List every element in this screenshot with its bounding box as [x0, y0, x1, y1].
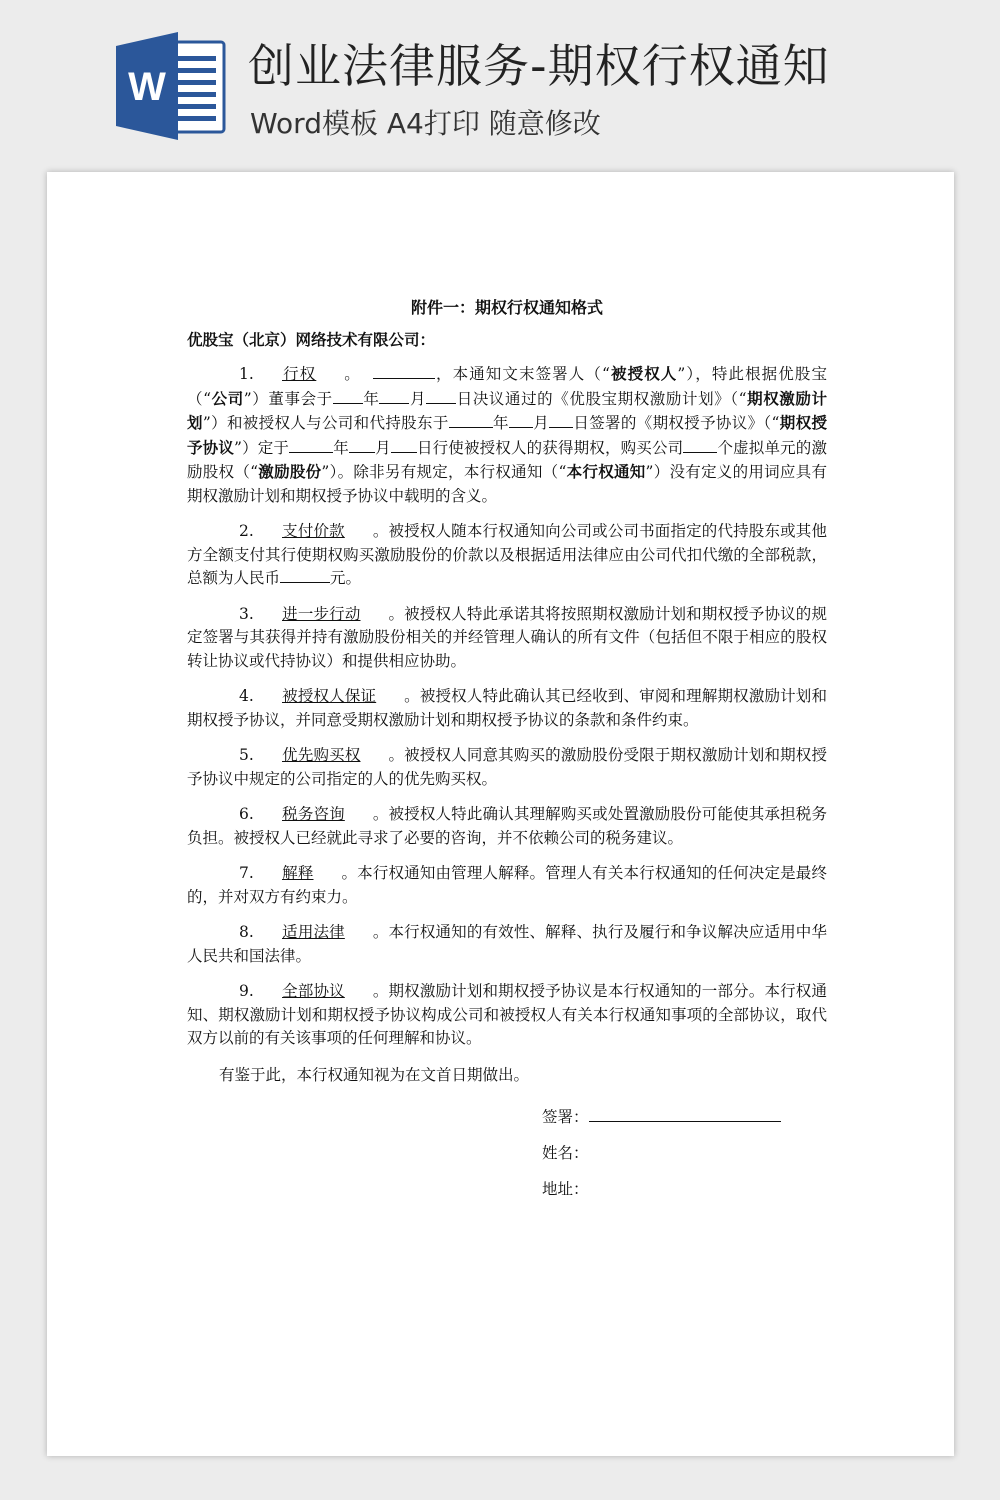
clause-heading: 税务咨询: [282, 805, 345, 823]
clause-number: 4.: [239, 687, 254, 705]
clause-heading: 被授权人保证: [282, 687, 377, 705]
blank-field: [449, 413, 493, 428]
clause-heading: 优先购买权: [282, 746, 361, 764]
blank-field: [426, 389, 456, 404]
sign-label: 签署：: [542, 1107, 589, 1126]
clause-number: 8.: [239, 923, 254, 941]
clause-heading: 适用法律: [282, 923, 345, 941]
name-label: 姓名：: [542, 1143, 589, 1162]
blank-field: [549, 413, 573, 428]
blank-field: [289, 438, 333, 453]
clause-heading: 解释: [282, 864, 314, 882]
blank-field: [373, 364, 435, 379]
address-label: 地址：: [542, 1179, 589, 1198]
document-page: [47, 172, 954, 1456]
clause-3: 3. 进一步行动 。被授权人特此承诺其将按照期权激励计划和期权授予协议的规定签署与其获得并持有激励股份相关的并经管理人确认的所有文件（包括但不限于相应的股权转让协议或代持协议）和提供相应协助。: [187, 604, 827, 670]
clause-6: 6. 税务咨询 。被授权人特此确认其理解购买或处置激励股份可能使其承担税务负担。被授权人已经就此寻求了必要的咨询，并不依赖公司的税务建议。: [187, 805, 827, 847]
clause-number: 7.: [239, 864, 254, 882]
clause-8: 8. 适用法律 。本行权通知的有效性、解释、执行及履行和争议解决应适用中华人民共和国法律。: [187, 923, 827, 965]
signature-line: [589, 1105, 781, 1122]
clause-number: 1.: [239, 365, 254, 383]
clause-heading: 支付价款: [282, 522, 345, 540]
blank-field: [391, 438, 417, 453]
word-icon: [116, 32, 226, 140]
clause-number: 3.: [239, 604, 254, 623]
clause-9: 9. 全部协议 。期权激励计划和期权授予协议是本行权通知的一部分。本行权通知、期权激励计划和期权授予协议构成公司和被授权人有关本行权通知事项的全部协议，取代双方以前的有关该事项的任何理解和协议。: [187, 982, 827, 1047]
clause-4: 4. 被授权人保证 。被授权人特此确认其已经收到、审阅和理解期权激励计划和期权授予协议，并同意受期权激励计划和期权授予协议的条款和条件约束。: [187, 687, 827, 729]
document-body: [187, 296, 827, 1207]
clause-heading: 进一步行动: [282, 604, 361, 623]
clause-number: 2.: [239, 522, 254, 540]
blank-field: [683, 438, 717, 453]
signature-row: [542, 1099, 827, 1135]
clause-7: 7. 解释 。本行权通知由管理人解释。管理人有关本行权通知的任何决定是最终的，并对双方有约束力。: [187, 864, 827, 906]
blank-field: [379, 389, 409, 404]
clause-1: 1. 行权 。 ，本通知文末签署人（“被授权人”），特此根据优股宝（“公司”）董事会于 年 月 日决议通过的《优股宝期权激励计划》（“期权激励计划”）和被授权人与公司和代持股东于 年 月 日签署的《期权授予协议》（“期权授予协议”）定于 年 月 日行使被授权人的获得期权，购买公司 个虚拟单元的激励股权（“激励股份”）。除非另有规定，本行权通知（“本行权通知”）没有定义的用词应具有期权激励计划和期权授予协议中载明的含义。: [187, 364, 827, 505]
clause-heading: 行权: [282, 365, 317, 383]
document-title: 附件一：期权行权通知格式: [410, 298, 603, 317]
banner: [0, 0, 1000, 160]
clause-5: 5. 优先购买权 。被授权人同意其购买的激励股份受限于期权激励计划和期权授予协议中规定的公司指定的人的优先购买权。: [187, 746, 827, 788]
clause-heading: 全部协议: [282, 982, 345, 1000]
blank-field: [509, 413, 533, 428]
clause-number: 9.: [239, 982, 254, 1000]
svg-text:W: W: [128, 65, 166, 109]
clause-2: 2. 支付价款 。被授权人随本行权通知向公司或公司书面指定的代持股东或其他方全额支付其行使期权购买激励股份的价款以及根据适用法律应由公司代扣代缴的全部税款，总额为人民币 元。: [187, 522, 827, 587]
blank-field: [349, 438, 375, 453]
banner-subtitle: Word模板 A4打印 随意修改: [250, 107, 601, 140]
clause-number: 6.: [239, 805, 254, 823]
clause-number: 5.: [239, 746, 254, 764]
blank-field: [333, 389, 363, 404]
signature-block: [542, 1099, 827, 1207]
closing-statement: 有鉴于此，本行权通知视为在文首日期做出。: [219, 1065, 530, 1084]
addressee: 优股宝（北京）网络技术有限公司：: [187, 330, 436, 349]
blank-field: [280, 568, 330, 583]
banner-title: 创业法律服务-期权行权通知: [248, 39, 830, 93]
